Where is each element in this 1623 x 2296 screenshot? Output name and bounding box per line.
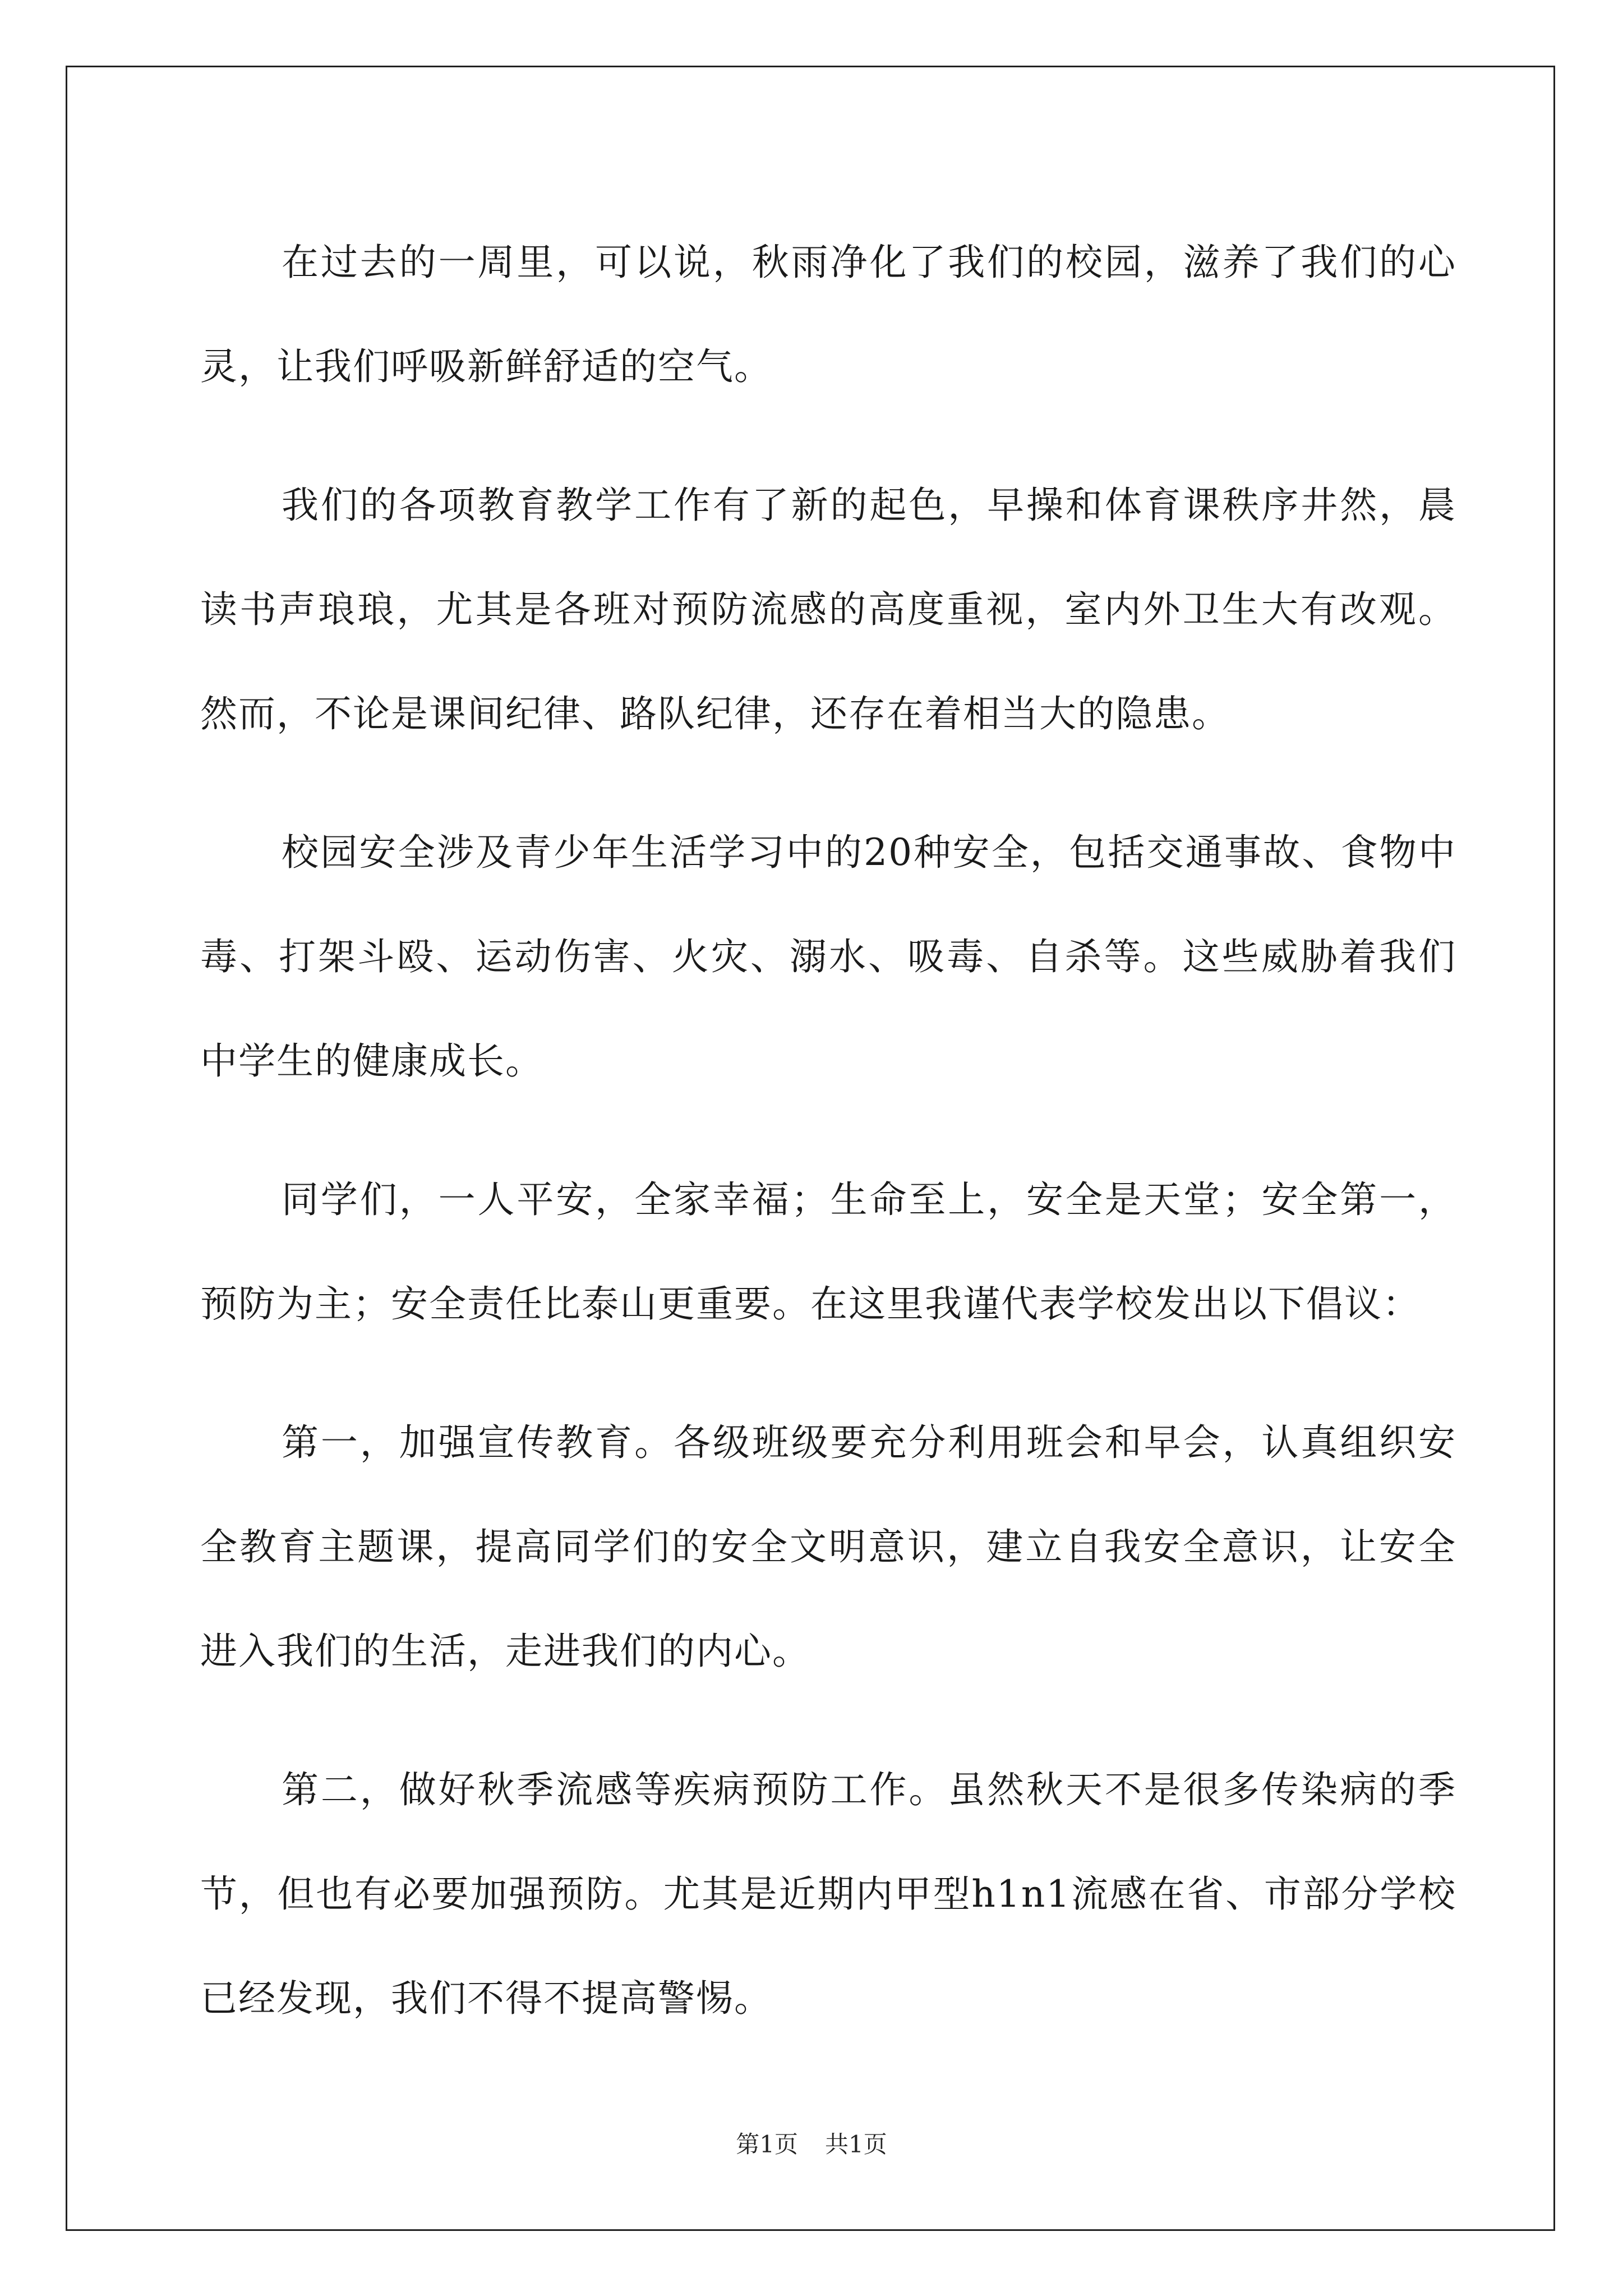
paragraph: 第一，加强宣传教育。各级班级要充分利用班会和早会，认真组织安全教育主题课，提高同学们的安全文明意识，建立自我安全意识，让安全进入我们的生活，走进我们的内心。 <box>200 1421 1456 1673</box>
document-body <box>200 210 1456 2085</box>
page-footer <box>0 2126 1623 2160</box>
paragraph: 我们的各项教育教学工作有了新的起色，早操和体育课秩序井然，晨读书声琅琅，尤其是各班对预防流感的高度重视，室内外卫生大有改观。然而，不论是课间纪律、路队纪律，还存在着相当大的隐患。 <box>200 484 1456 735</box>
paragraph: 在过去的一周里，可以说，秋雨净化了我们的校园，滋养了我们的心灵，让我们呼吸新鲜舒适的空气。 <box>200 241 1456 388</box>
paragraph: 第二，做好秋季流感等疾病预防工作。虽然秋天不是很多传染病的季节，但也有必要加强预防。尤其是近期内甲型h1n1流感在省、市部分学校已经发现，我们不得不提高警惕。 <box>200 1768 1456 2020</box>
paragraph: 同学们，一人平安，全家幸福；生命至上，安全是天堂；安全第一，预防为主；安全责任比泰山更重要。在这里我谨代表学校发出以下倡议： <box>200 1178 1456 1326</box>
page-total: 共1页 <box>825 2131 887 2158</box>
paragraph: 校园安全涉及青少年生活学习中的20种安全，包括交通事故、食物中毒、打架斗殴、运动伤害、火灾、溺水、吸毒、自杀等。这些威胁着我们中学生的健康成长。 <box>200 831 1456 1083</box>
page-number: 第1页 <box>736 2131 798 2158</box>
